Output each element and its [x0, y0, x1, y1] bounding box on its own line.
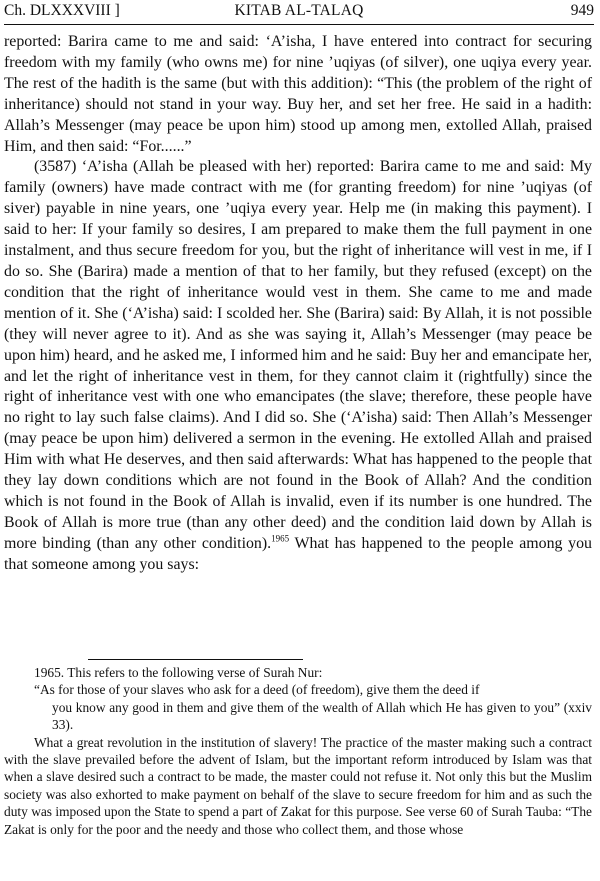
page-number: 949 — [570, 2, 594, 19]
paragraph-continued: reported: Barira came to me and said: ‘A’isha, I have entered into contract for securing freedom with my family (who owns me) for nine ’uqiyas (of silver), one uqiya every year. The rest of the hadith is the same (but with this addition): “This (the problem of the right of inheritance) should not stand in your way. Buy her, and set her free. He said in a hadith: Allah’s Messenger (may peace be upon him) stood up among men, extolled Allah, praised Him, and then said: “For......” — [4, 33, 592, 155]
main-text — [4, 32, 592, 576]
footnotes — [4, 664, 592, 838]
book-title: KITAB AL-TALAQ — [234, 2, 364, 19]
hadith-text-end: What has happened to the people among you that someone among you says: — [4, 534, 592, 573]
footnote-1965-intro: 1965. This refers to the following verse of Surah Nur: — [34, 665, 323, 680]
footnote-reference[interactable]: 1965 — [271, 533, 290, 544]
paragraph-hadith-3587 — [4, 157, 592, 575]
footnote-commentary: What a great revolution in the institution of slavery! The practice of the master making such a contract with the slave prevailed before the advent of Islam, but the important reform introduced by Islam was that when a slave desired such a contract to be made, the master could not refuse it. Not only this but the Muslim society was also exhorted to make payment on behalf of the slave to secure freedom for him and as such the duty was imposed upon the State to spend a part of Zakat for this purpose. See verse 60 of Surah Tauba: “The Zakat is only for the poor and the needy and those who collect them, and those whose — [4, 734, 592, 837]
footnote-divider — [88, 659, 303, 660]
running-header — [4, 2, 594, 24]
chapter-label: Ch. DLXXXVIII ] — [4, 2, 120, 19]
footnote-quote-first-line: “As for those of your slaves who ask for a deed (of freedom), give them the deed if — [34, 682, 480, 698]
hadith-text: (3587) ‘A’isha (Allah be pleased with her) reported: Barira came to me and said: My family (owners) have made contract with me (for granting freedom) for nine ’uqiyas (of siver) payable in nine years, one ’uqiya every year. Help me (in making this payment). I said to her: If your family so desires, I am prepared to make them the full payment in one instalment, and thus secure freedom for you, but the right of inheritance will vest in me, if I do so. She (Barira) made a mention of that to her family, but they refused (except) on the condition that the right of inheritance would vest in them. She came to me and made mention of it. She (‘A’isha) said: I scolded her. She (Barira) said: By Allah, it is not possible (they will never agree to it). And as she was saying it, Allah’s Messenger (may peace be upon him) heard, and he asked me, I informed him and he said: Buy her and emancipate her, and let the right of inheritance vest in them, for they cannot claim it (rightfully) since the right of inheritance vest with one who emancipates (the slave; therefore, these people have no right to lay such false claims). And I did so. She (‘A’isha) said: Then Allah’s Messenger (may peace be upon him) delivered a sermon in the evening. He extolled Allah and praised Him with what He deserves, and then said afterwards: What has happened to the people that they lay down conditions which are not found in the Book of Allah? And the condition which is not found in the Book of Allah is invalid, even if its number is one hundred. The Book of Allah is more true (than any other deed) and the condition laid down by Allah is more binding (than any other condition). — [4, 158, 593, 552]
header-rule — [4, 24, 594, 25]
footnote-quote-continuation: you know any good in them and give them of the wealth of Allah which He has given to you” (xxiv 33). — [52, 699, 592, 733]
